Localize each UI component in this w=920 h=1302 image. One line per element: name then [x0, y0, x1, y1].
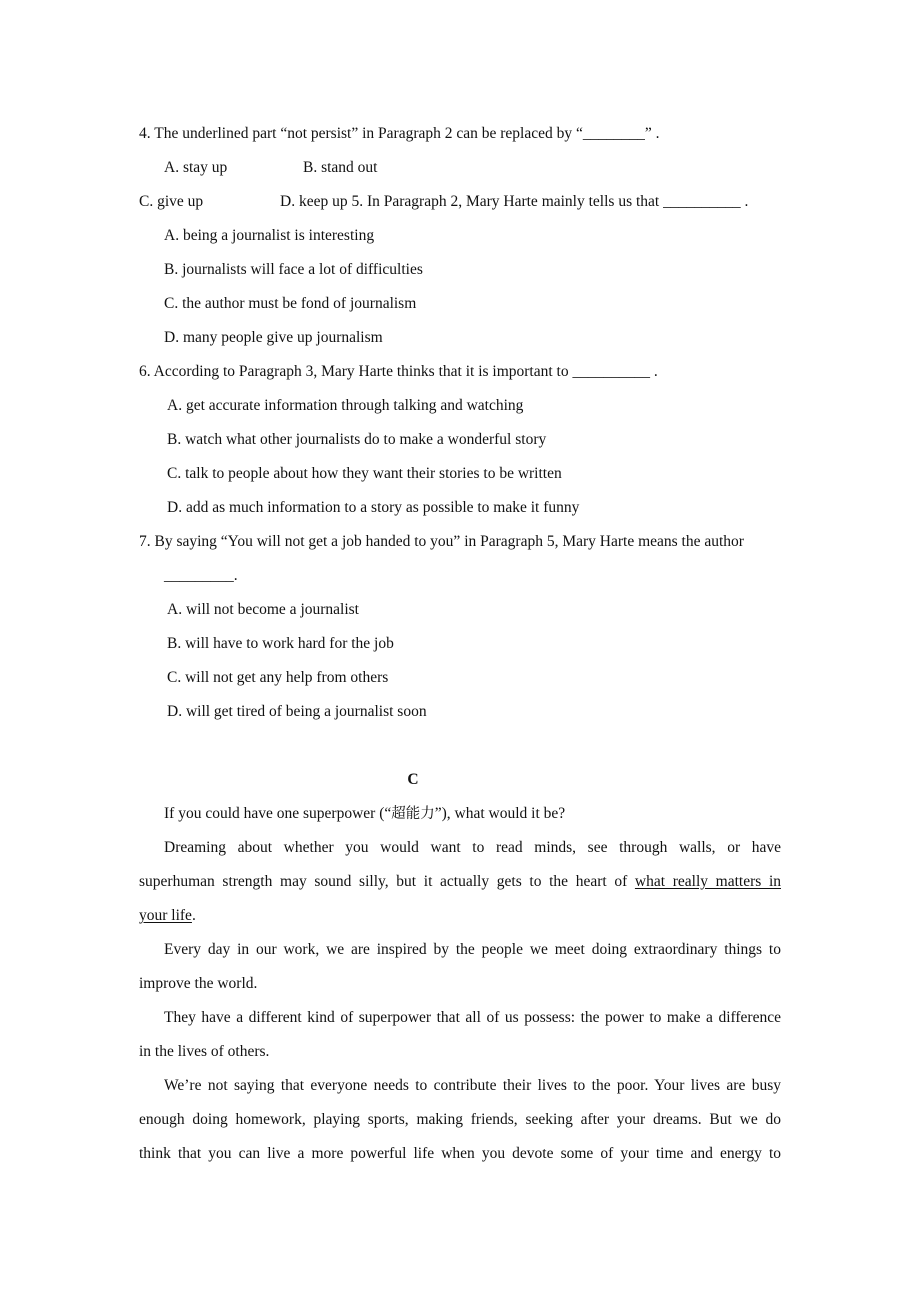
q4-cd-q5-line — [139, 192, 749, 212]
q4-option-c: C. give up — [139, 193, 204, 210]
p1-text-end: ”), what would it be? — [434, 805, 566, 822]
q5-stem: 5. In Paragraph 2, Mary Harte mainly tells us that __________ . — [351, 193, 749, 210]
q5-option-c: C. the author must be fond of journalism — [164, 295, 417, 312]
q4-option-a: A. stay up — [164, 159, 228, 176]
q7-stem: 7. By saying “You will not get a job handed to you” in Paragraph 5, Mary Harte means the author — [139, 533, 744, 550]
p4-line-2: in the lives of others. — [139, 1043, 270, 1060]
passage-paragraph-1 — [164, 804, 565, 824]
p2-line-1: Dreaming about whether you would want to read minds, see through walls, or have — [164, 839, 781, 856]
q7-option-c: C. will not get any help from others — [167, 669, 389, 686]
p5-line-1: We’re not saying that everyone needs to contribute their lives to the poor. Your lives are busy — [164, 1077, 781, 1094]
p2-underlined-phrase-part-1: what really matters in — [634, 873, 781, 890]
p5-line-3: think that you can live a more powerful life when you devote some of your time and energy to — [139, 1145, 781, 1162]
p2-line-2 — [139, 872, 781, 892]
q7-answer-blank: _________. — [164, 567, 238, 584]
q4-stem: 4. The underlined part “not persist” in Paragraph 2 can be replaced by “________” . — [139, 125, 660, 142]
q7-option-b: B. will have to work hard for the job — [167, 635, 394, 652]
p1-text-start: If you could have one superpower (“ — [164, 805, 392, 822]
q5-option-b: B. journalists will face a lot of difficulties — [164, 261, 423, 278]
passage-heading: C — [407, 771, 419, 788]
q6-option-c: C. talk to people about how they want their stories to be written — [167, 465, 562, 482]
q4-option-d: D. keep up — [280, 193, 348, 210]
q6-stem: 6. According to Paragraph 3, Mary Harte thinks that it is important to __________ . — [139, 363, 658, 380]
q4-options-ab — [164, 158, 378, 178]
q5-option-a: A. being a journalist is interesting — [164, 227, 375, 244]
q5-option-d: D. many people give up journalism — [164, 329, 383, 346]
p5-line-2: enough doing homework, playing sports, making friends, seeking after your dreams. But we do — [139, 1111, 781, 1128]
q6-option-d: D. add as much information to a story as possible to make it funny — [167, 499, 580, 516]
p2-line-3 — [139, 906, 196, 926]
p2-period: . — [191, 907, 196, 924]
q4-option-b: B. stand out — [303, 159, 378, 176]
p3-line-1: Every day in our work, we are inspired by the people we meet doing extraordinary things to — [164, 941, 781, 958]
q7-option-a: A. will not become a journalist — [167, 601, 359, 618]
p1-chinese-gloss: 超能力 — [391, 806, 435, 822]
q4-d-q5-stem — [280, 192, 748, 212]
p4-line-1: They have a different kind of superpower that all of us possess: the power to make a difference — [164, 1009, 781, 1026]
q6-option-b: B. watch what other journalists do to make a wonderful story — [167, 431, 547, 448]
p3-line-2: improve the world. — [139, 975, 258, 992]
q7-option-d: D. will get tired of being a journalist soon — [167, 703, 427, 720]
p2-underlined-phrase-part-2: your life — [139, 907, 192, 924]
p2-line-2-text: superhuman strength may sound silly, but it actually gets to the heart of — [139, 873, 635, 890]
q6-option-a: A. get accurate information through talking and watching — [167, 397, 524, 414]
